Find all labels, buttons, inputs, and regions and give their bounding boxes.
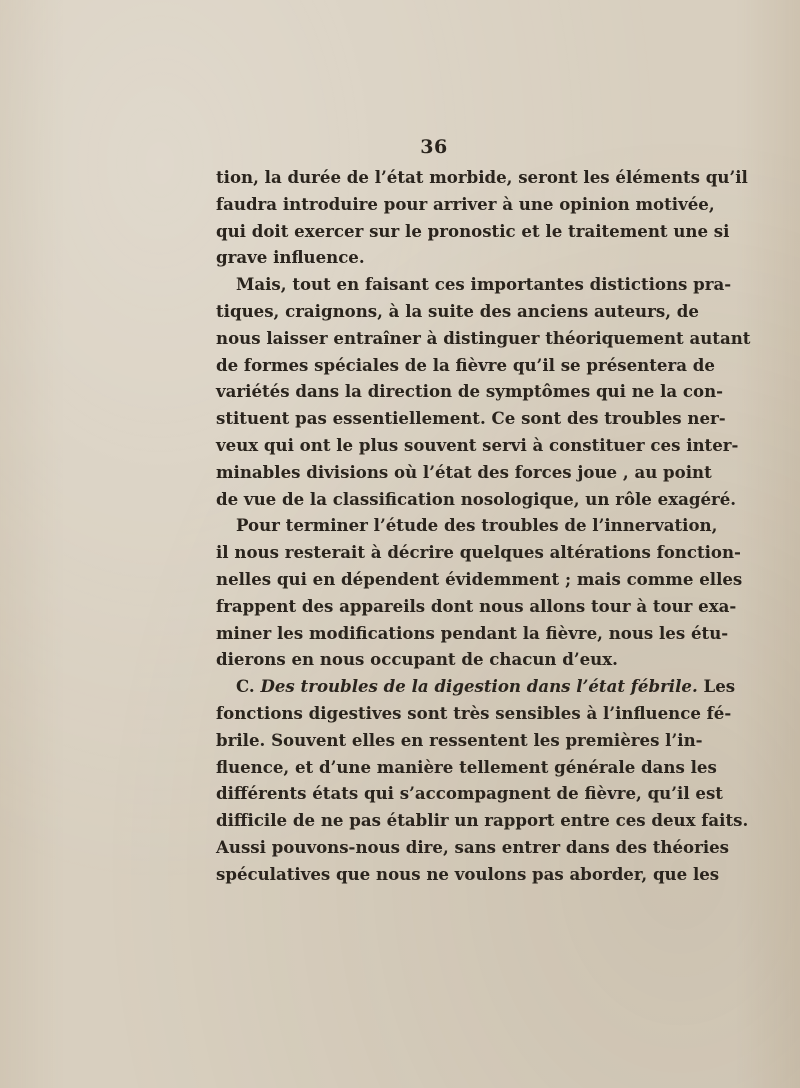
text-line: fonctions digestives sont très sensibles à l’influence fé- (216, 702, 732, 723)
text-line: de vue de la classification nosologique, un rôle exagéré. (216, 488, 737, 509)
text-line: fluence, et d’une manière tellement générale dans les (216, 756, 717, 777)
page-number: 36 (420, 136, 448, 158)
text-line: minables divisions où l’état des forces joue , au point (216, 461, 712, 482)
paragraph-1 (216, 164, 748, 271)
paragraph-4-section-heading (216, 673, 749, 887)
text-line: Mais, tout en faisant ces importantes distictions pra- (236, 274, 732, 295)
text-line: tion, la durée de l’état morbide, seront les éléments qu’il (216, 167, 748, 187)
text-line: il nous resterait à décrire quelques altérations fonction- (216, 542, 741, 563)
section-title: Des troubles de la digestion dans l’état fébrile. (260, 676, 698, 697)
text-line: veux qui ont le plus souvent servi à constituer ces inter- (216, 434, 739, 455)
paragraph-3 (216, 512, 743, 673)
text-line: Pour terminer l’étude des troubles de l’innervation, (236, 515, 718, 536)
section-heading-line (216, 673, 736, 700)
text-line: de formes spéciales de la fièvre qu’il se présentera de (216, 354, 715, 375)
text-line: faudra introduire pour arriver à une opinion motivée, (216, 193, 715, 214)
text-line: grave influence. (216, 247, 365, 268)
section-letter: C. (236, 676, 255, 697)
text-line: tiques, craignons, à la suite des anciens auteurs, de (216, 300, 699, 321)
text-line: Aussi pouvons-nous dire, sans entrer dans des théories (216, 836, 730, 857)
text-line: variétés dans la direction de symptômes qui ne la con- (216, 381, 724, 402)
text-line: dierons en nous occupant de chacun d’eux. (216, 649, 618, 670)
body-text (216, 164, 751, 888)
text-line: qui doit exercer sur le pronostic et le traitement une si (216, 220, 730, 241)
text-line: stituent pas essentiellement. Ce sont des troubles ner- (216, 408, 726, 429)
text-line: brile. Souvent elles en ressentent les premières l’in- (216, 729, 703, 750)
text-line: nous laisser entraîner à distinguer théoriquement autant (216, 327, 751, 348)
paragraph-2 (216, 271, 751, 512)
text-line: différents états qui s’accompagnent de fièvre, qu’il est (216, 783, 723, 804)
text-line: miner les modifications pendant la fièvre, nous les étu- (216, 622, 729, 643)
text-line: nelles qui en dépendent évidemment ; mais comme elles (216, 568, 743, 589)
section-heading-continuation: Les (703, 676, 736, 697)
text-line: frappent des appareils dont nous allons tour à tour exa- (216, 595, 737, 616)
text-line: spéculatives que nous ne voulons pas aborder, que les (216, 863, 720, 884)
text-line: difficile de ne pas établir un rapport entre ces deux faits. (216, 810, 749, 831)
